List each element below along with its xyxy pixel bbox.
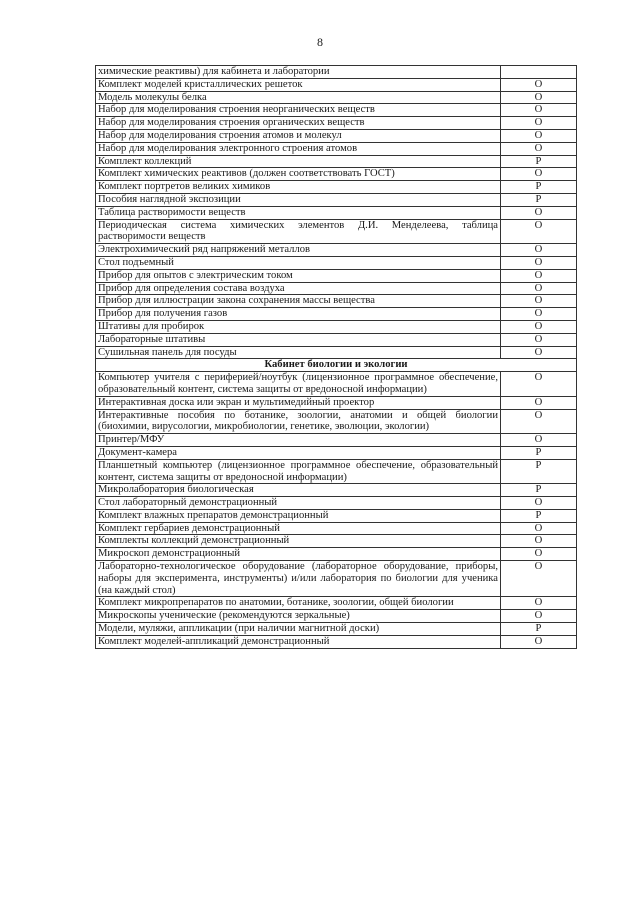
item-name: Прибор для получения газов [96,308,501,321]
item-name: Прибор для опытов с электрическим током [96,269,501,282]
item-name: Сушильная панель для посуды [96,346,501,359]
table-row [96,78,577,91]
item-name: Периодическая система химических элементов Д.И. Менделеева, таблица растворимости веществ [96,219,501,244]
item-mark: О [501,346,577,359]
item-name: Комплект микропрепаратов по анатомии, ботанике, зоологии, общей биологии [96,597,501,610]
table-row [96,372,577,397]
item-mark: О [501,522,577,535]
item-mark: О [501,434,577,447]
item-name: Интерактивные пособия по ботанике, зоологии, анатомии и общей биологии (биохимии, вирусологии, микробиологии, генетике, эволюции, экологии) [96,409,501,434]
table-row [96,635,577,648]
item-name: Комплект гербариев демонстрационный [96,522,501,535]
item-mark: О [501,117,577,130]
table-row [96,535,577,548]
item-mark: О [501,308,577,321]
item-mark: О [501,142,577,155]
item-name: Прибор для иллюстрации закона сохранения массы вещества [96,295,501,308]
table-row [96,117,577,130]
item-name: Модели, муляжи, аппликации (при наличии магнитной доски) [96,623,501,636]
item-mark: О [501,561,577,597]
table-row [96,308,577,321]
table-row [96,104,577,117]
table-row [96,396,577,409]
item-mark: О [501,597,577,610]
table-row [96,346,577,359]
item-name: Комплект химических реактивов (должен соответствовать ГОСТ) [96,168,501,181]
table-row [96,193,577,206]
table-row [96,597,577,610]
item-name: Комплект влажных препаратов демонстрационный [96,509,501,522]
item-name: Прибор для определения состава воздуха [96,282,501,295]
item-name: Микроскоп демонстрационный [96,548,501,561]
item-name: Штативы для пробирок [96,320,501,333]
table-row [96,610,577,623]
table-row [96,256,577,269]
item-name: Микролаборатория биологическая [96,484,501,497]
item-mark: О [501,219,577,244]
item-mark: О [501,78,577,91]
item-mark: О [501,168,577,181]
item-mark: Р [501,181,577,194]
equipment-table-body [96,66,577,649]
item-name: Документ-камера [96,446,501,459]
item-name: Комплект моделей кристаллических решеток [96,78,501,91]
table-row [96,623,577,636]
item-mark: Р [501,459,577,484]
item-name: Лабораторно-технологическое оборудование (лабораторное оборудование, приборы, наборы для эксперимента, инструменты) и/или лаборатория по биологии для ученика (на каждый стол) [96,561,501,597]
item-mark: О [501,269,577,282]
item-name: Комплекты коллекций демонстрационный [96,535,501,548]
item-name: Стол подъемный [96,256,501,269]
table-row [96,446,577,459]
table-row [96,459,577,484]
item-name: Планшетный компьютер (лицензионное программное обеспечение, образовательный контент, система защиты от вредоносной информации) [96,459,501,484]
item-name: Лабораторные штативы [96,333,501,346]
table-row [96,522,577,535]
item-name: Комплект коллекций [96,155,501,168]
item-name: Набор для моделирования строения органических веществ [96,117,501,130]
table-row [96,548,577,561]
table-row [96,66,577,79]
item-mark: О [501,610,577,623]
item-name: Набор для моделирования электронного строения атомов [96,142,501,155]
table-row [96,155,577,168]
item-name: Комплект портретов великих химиков [96,181,501,194]
item-name: Электрохимический ряд напряжений металлов [96,244,501,257]
table-row [96,91,577,104]
table-row [96,434,577,447]
item-mark: О [501,535,577,548]
item-mark: Р [501,193,577,206]
section-heading-row [96,359,577,372]
item-mark: О [501,91,577,104]
item-name: химические реактивы) для кабинета и лаборатории [96,66,501,79]
table-row [96,142,577,155]
table-row [96,509,577,522]
item-name: Стол лабораторный демонстрационный [96,497,501,510]
item-mark: О [501,104,577,117]
item-name: Набор для моделирования строения неорганических веществ [96,104,501,117]
table-row [96,181,577,194]
table-row [96,244,577,257]
table-row [96,320,577,333]
table-row [96,282,577,295]
table-row [96,168,577,181]
item-mark: О [501,409,577,434]
item-mark: О [501,635,577,648]
item-name: Пособия наглядной экспозиции [96,193,501,206]
table-row [96,409,577,434]
item-name: Таблица растворимости веществ [96,206,501,219]
item-name: Интерактивная доска или экран и мультимедийный проектор [96,396,501,409]
page-number: 8 [317,35,323,49]
table-row [96,484,577,497]
item-name: Компьютер учителя с периферией/ноутбук (лицензионное программное обеспечение, образовательный контент, система защиты от вредоносной информации) [96,372,501,397]
item-mark: О [501,372,577,397]
item-mark: О [501,497,577,510]
item-mark: О [501,282,577,295]
table-row [96,497,577,510]
item-mark: О [501,295,577,308]
item-mark: О [501,256,577,269]
item-mark: Р [501,484,577,497]
item-name: Комплект моделей-аппликаций демонстрационный [96,635,501,648]
item-mark: Р [501,446,577,459]
table-row [96,561,577,597]
item-mark: Р [501,155,577,168]
section-heading: Кабинет биологии и экологии [96,359,577,372]
item-name: Модель молекулы белка [96,91,501,104]
table-row [96,295,577,308]
item-mark: О [501,244,577,257]
table-row [96,269,577,282]
table-row [96,206,577,219]
item-mark: Р [501,509,577,522]
table-row [96,219,577,244]
item-name: Микроскопы ученические (рекомендуются зеркальные) [96,610,501,623]
item-mark: О [501,206,577,219]
item-mark: О [501,396,577,409]
item-name: Набор для моделирования строения атомов и молекул [96,129,501,142]
equipment-table [95,65,577,649]
item-mark [501,66,577,79]
item-mark: О [501,129,577,142]
table-row [96,333,577,346]
item-name: Принтер/МФУ [96,434,501,447]
item-mark: О [501,333,577,346]
item-mark: О [501,548,577,561]
item-mark: Р [501,623,577,636]
table-row [96,129,577,142]
item-mark: О [501,320,577,333]
